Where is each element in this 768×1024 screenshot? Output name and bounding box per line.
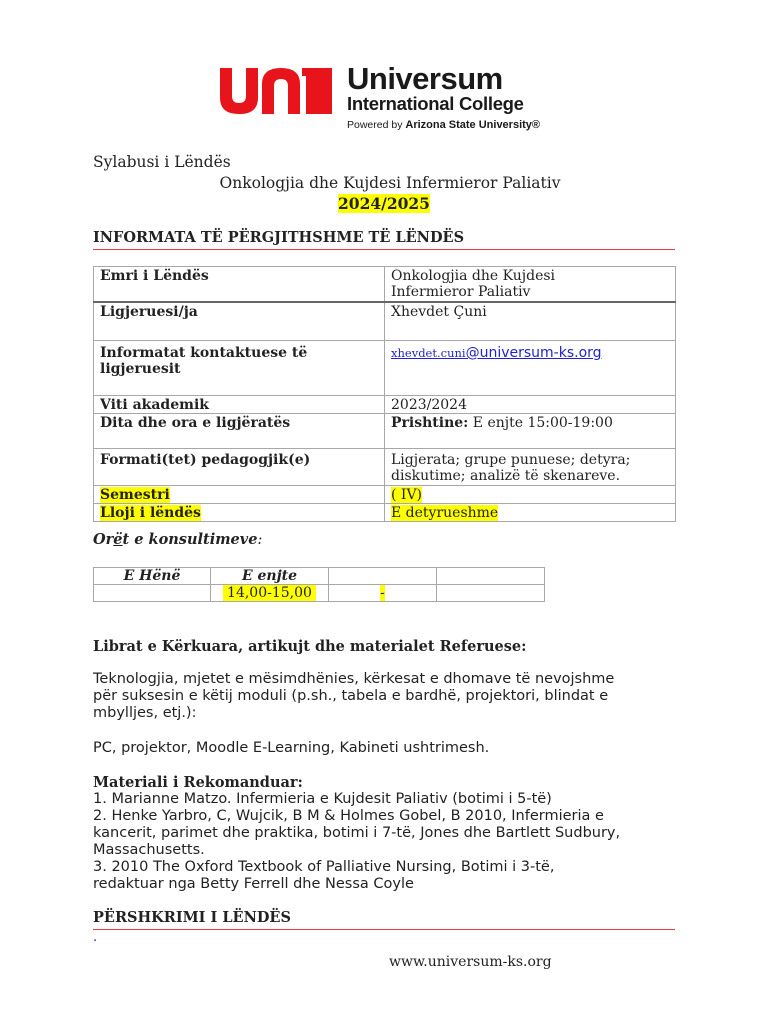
section-course-description: PËRSHKRIMI I LËNDËS (93, 909, 675, 930)
table-row (94, 267, 676, 303)
tools-line1: Teknologjia, mjetet e mësimdhënies, kërkesat e dhomave të nevojshme (93, 671, 615, 687)
semester-label-text: Semestri (100, 487, 170, 503)
course-name-label: Emri i Lëndës (94, 267, 385, 303)
course-title: Onkologjia dhe Kujdesi Infermieror Paliativ (219, 174, 561, 192)
lecturer-label: Ligjeruesi/ja (94, 302, 385, 341)
powered-org: Arizona State University® (405, 119, 541, 131)
recommended-title-text: Materiali i Rekomanduar (93, 774, 298, 791)
course-type-label (94, 504, 385, 522)
list-item: 1. Marianne Matzo. Infermieria e Kujdesit Paliativ (botimi i 5-të) (93, 791, 552, 807)
syllabus-heading: Sylabusi i Lëndës (93, 153, 231, 171)
powered-prefix: Powered by (347, 119, 403, 131)
consultation-title-part2: t e konsultimeve (122, 531, 258, 548)
table-row (94, 585, 545, 602)
contact-email-domain[interactable]: @universum-ks.org (465, 345, 602, 361)
table-row (94, 396, 676, 414)
format-line1: Ligjerata; grupe punuese; detyra; (391, 452, 631, 468)
pedagogical-format-value (385, 449, 676, 486)
cons-header-4 (437, 568, 545, 585)
semester-label (94, 486, 385, 504)
cons-header-3 (329, 568, 437, 585)
list-item-line: kancerit, parimet dhe praktika, botimi i 7-të, Jones dhe Bartlett Sudbury, (93, 825, 621, 841)
contact-value[interactable] (385, 341, 676, 396)
table-row (94, 568, 545, 585)
description-placeholder: . (93, 930, 98, 945)
college-logo (218, 62, 558, 134)
recommended-title (93, 774, 683, 791)
consultation-hours-title (93, 531, 262, 548)
literature-title (93, 638, 683, 655)
course-name-value (385, 267, 676, 303)
cons-dash: - (380, 585, 385, 601)
course-info-table (93, 266, 676, 522)
teaching-tools-paragraph (93, 671, 683, 722)
literature-title-text: Librat e Kërkuara, artikujt dhe materialet Referuese (93, 638, 522, 655)
course-name-line1: Onkologjia dhe Kujdesi (391, 268, 556, 284)
lecture-day-value (385, 414, 676, 449)
cons-cell-monday (94, 585, 211, 602)
course-type-label-text: Lloji i lëndës (100, 505, 201, 521)
recommended-title-colon: : (297, 774, 303, 791)
equipment-paragraph: PC, projektor, Moodle E-Learning, Kabineti ushtrimesh. (93, 740, 490, 756)
course-type-value-text: E detyrueshme (391, 505, 499, 521)
list-item-line: redaktuar nga Betty Ferrell dhe Nessa Coyle (93, 876, 414, 892)
cons-cell-4 (437, 585, 545, 602)
table-row (94, 414, 676, 449)
cons-header-thursday: E enjte (211, 568, 329, 585)
cons-header-monday: E Hënë (94, 568, 211, 585)
contact-email-user[interactable]: xhevdet.cuni (391, 346, 466, 360)
list-item-line: 2. Henke Yarbro, C, Wujcik, B M & Holmes Gobel, B 2010, Infermieria e (93, 808, 604, 824)
academic-year-label: Viti akademik (94, 396, 385, 414)
academic-year-highlight: 2024/2025 (338, 194, 430, 213)
table-row (94, 504, 676, 522)
course-type-value (385, 504, 676, 522)
academic-year-value: 2023/2024 (385, 396, 676, 414)
table-row (94, 341, 676, 396)
table-row (94, 302, 676, 341)
lecture-time: E enjte 15:00-19:00 (468, 415, 613, 431)
cons-cell-3 (329, 585, 437, 602)
academic-year-heading (0, 194, 768, 213)
contact-label (94, 341, 385, 396)
lecturer-value: Xhevdet Çuni (385, 302, 676, 341)
tools-line2: për suksesin e këtij moduli (p.sh., tabela e bardhë, projektori, blindat e (93, 688, 609, 704)
cons-cell-thursday (211, 585, 329, 602)
contact-label-line2: ligjeruesit (100, 361, 181, 377)
tools-line3: mbylljes, etj.): (93, 705, 197, 721)
semester-value (385, 486, 676, 504)
logo-powered-by (347, 118, 540, 132)
uni-logo-mark (218, 64, 338, 116)
reference-list (93, 791, 683, 893)
consultation-title-part1: Or (93, 531, 114, 548)
literature-title-colon: : (521, 638, 527, 655)
table-row (94, 449, 676, 486)
list-item-line: Massachusetts. (93, 842, 205, 858)
pedagogical-format-label: Formati(tet) pedagogjik(e) (94, 449, 385, 486)
consultation-table (93, 567, 545, 602)
consultation-title-colon: : (257, 532, 263, 548)
consultation-title-letter: ë (113, 531, 123, 548)
footer-website[interactable]: www.universum-ks.org (389, 954, 552, 970)
logo-subtitle: International College (347, 93, 524, 114)
logo-brand: Universum (347, 61, 503, 96)
format-line2: diskutime; analizë të skenareve. (391, 468, 621, 484)
list-item-line: 3. 2010 The Oxford Textbook of Palliative Nursing, Botimi i 3-të, (93, 859, 555, 875)
course-name-line2: Infermieror Paliativ (391, 284, 531, 300)
lecture-city: Prishtine: (391, 415, 469, 431)
contact-label-line1: Informatat kontaktuese të (100, 345, 308, 361)
cons-thursday-time: 14,00-15,00 (223, 585, 316, 601)
semester-value-text: ( IV) (391, 487, 423, 503)
section-general-info: INFORMATA TË PËRGJITHSHME TË LËNDËS (93, 229, 675, 250)
lecture-day-label: Dita dhe ora e ligjëratës (94, 414, 385, 449)
table-row (94, 486, 676, 504)
